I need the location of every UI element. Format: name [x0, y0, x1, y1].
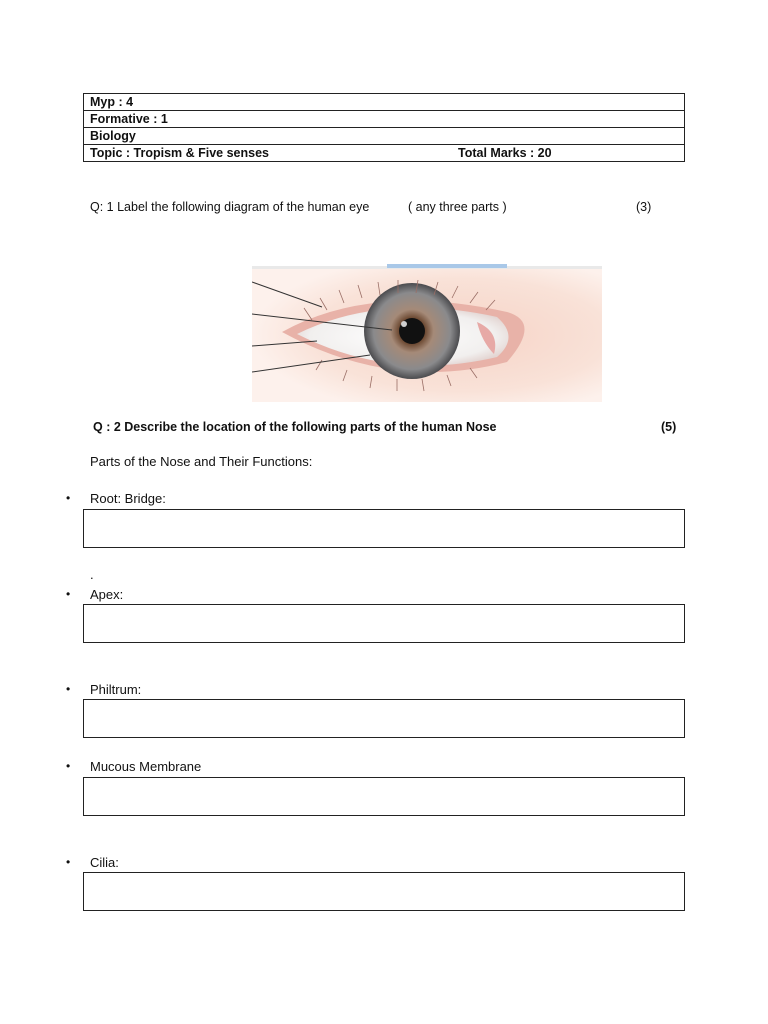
answer-field-cilia[interactable] — [83, 872, 685, 911]
bullet-icon: • — [66, 587, 71, 601]
answer-field-root-bridge[interactable] — [83, 509, 685, 548]
formative-cell: Formative : 1 — [84, 111, 685, 128]
part-label: Philtrum: — [90, 682, 142, 697]
bullet-icon: • — [66, 759, 71, 773]
myp-cell: Myp : 4 — [84, 94, 685, 111]
part-label: Root: Bridge: — [90, 491, 166, 506]
part-label: Mucous Membrane — [90, 759, 202, 774]
bullet-icon: • — [66, 491, 71, 505]
total-marks: Total Marks : 20 — [458, 146, 552, 160]
human-eye-diagram — [252, 262, 602, 402]
stray-dot: . — [90, 567, 94, 582]
subject-cell: Biology — [84, 128, 685, 145]
question-2-marks: (5) — [661, 420, 677, 434]
answer-field-mucous-membrane[interactable] — [83, 777, 685, 816]
highlight-strip — [387, 264, 507, 268]
question-2 — [93, 420, 683, 434]
question-1-hint: ( any three parts ) — [408, 200, 507, 214]
part-label: Apex: — [90, 587, 124, 602]
eye-highlight — [401, 321, 407, 327]
part-label: Cilia: — [90, 855, 119, 870]
bullet-icon: • — [66, 855, 71, 869]
question-1-text: Q: 1 Label the following diagram of the human eye — [90, 200, 370, 214]
question-1-marks: (3) — [636, 200, 652, 214]
subheading: Parts of the Nose and Their Functions: — [90, 454, 313, 469]
answer-field-philtrum[interactable] — [83, 699, 685, 738]
bullet-icon: • — [66, 682, 71, 696]
header-table — [83, 93, 685, 162]
topic-text: Topic : Tropism & Five senses — [90, 146, 269, 160]
question-2-text: Q : 2 Describe the location of the following parts of the human Nose — [93, 420, 497, 434]
topic-cell — [84, 145, 685, 162]
answer-field-apex[interactable] — [83, 604, 685, 643]
